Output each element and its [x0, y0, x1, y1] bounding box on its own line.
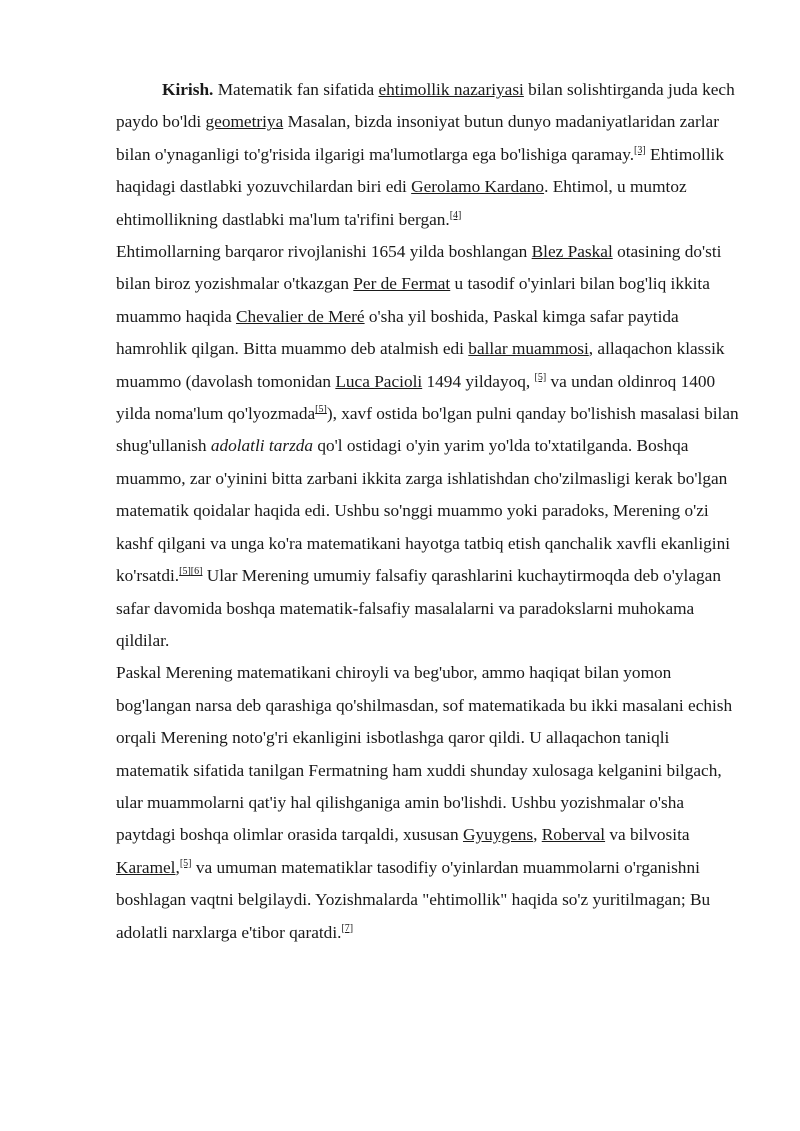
- text: o'sha yil boshida, Paskal kimga safar paytida hamrohlik qilgan. Bitta muammo deb atalmish edi: [116, 306, 679, 359]
- link-chevalier-de-mere[interactable]: Chevalier de Meré: [235, 306, 365, 326]
- link-roberval[interactable]: Roberval: [541, 825, 606, 845]
- text: Ehtimollarning barqaror rivojlanishi 1654 yilda boshlangan: [116, 242, 532, 262]
- link-gerolamo-kardano[interactable]: Gerolamo Kardano: [411, 177, 545, 197]
- footnote-ref[interactable]: [6]: [190, 566, 203, 578]
- paragraph-history: [116, 236, 746, 657]
- link-blez-paskal[interactable]: Blez Paskal: [531, 242, 613, 262]
- text: , allaqachon klassik muammo (davolash tomonidan: [116, 339, 725, 391]
- link-per-de-fermat[interactable]: Per de Fermat: [353, 274, 451, 294]
- italic-text: adolatli tarzda: [210, 436, 314, 456]
- text: ,: [175, 857, 180, 877]
- text: qo'l ostidagi o'yin yarim yo'lda to'xtatilganda. Boshqa muammo, zar o'yinini bitta zarbani ikkita zarga ishlatishdan cho'zilmasligi kerak bo'lgan matematik qoidalar haqida edi. Ushbu so'nggi muammo yoki paradoks, Merening o'zi kashf qilgani va unga ko'ra matematikani hayotga tatbiq etish qanchalik xavfli ekanligini ko'rsatdi.: [116, 436, 731, 586]
- text: Ehtimollik haqidagi dastlabki yozuvchilardan biri edi: [116, 144, 724, 197]
- text: va bilvosita: [605, 825, 690, 845]
- footnote-ref[interactable]: [5]: [315, 404, 327, 416]
- link-gyuygens[interactable]: Gyuygens: [462, 825, 534, 845]
- link-geometriya[interactable]: geometriya: [205, 112, 284, 132]
- paragraph-introduction: [116, 74, 746, 236]
- text: Masalan, bizda insoniyat butun dunyo madaniyatlaridan zarlar bilan o'ynaganligi to'g'risida ilgarigi ma'lumotlarga ega bo'lishiga qaramay.: [116, 112, 719, 164]
- footnote-ref[interactable]: [5]: [179, 566, 191, 578]
- footnote-ref[interactable]: [3]: [634, 144, 646, 156]
- link-luca-pacioli[interactable]: Luca Pacioli: [335, 371, 423, 391]
- section-heading: Kirish.: [162, 80, 214, 99]
- link-ballar-muammosi[interactable]: ballar muammosi: [468, 339, 589, 359]
- document-body: [116, 74, 746, 949]
- text: ), xavf ostida bo'lgan pulni qanday bo'lishish masalasi bilan shug'ullanish: [116, 404, 739, 456]
- link-karamel[interactable]: Karamel: [116, 857, 176, 877]
- footnote-ref[interactable]: [7]: [341, 922, 354, 934]
- text: va undan oldinroq 1400 yilda noma'lum qo'lyozmada: [116, 371, 716, 424]
- text: . Ehtimol, u mumtoz ehtimollikning dastlabki ma'lum ta'rifini bergan.: [116, 177, 687, 229]
- text: Matematik fan sifatida: [213, 80, 379, 99]
- text: 1494 yildayoq,: [422, 371, 535, 391]
- paragraph-correspondence: [116, 657, 746, 949]
- text: bilan solishtirganda juda kech paydo bo'ldi: [116, 80, 735, 132]
- footnote-ref[interactable]: [4]: [449, 209, 462, 221]
- text: otasining do'sti bilan biroz yozishmalar o'tkazgan: [116, 242, 722, 294]
- link-ehtimollik-nazariyasi[interactable]: ehtimollik nazariyasi: [378, 80, 524, 99]
- text: Ular Merening umumiy falsafiy qarashlarini kuchaytirmoqda deb o'ylagan safar davomida boshqa matematik-falsafiy masalalarni va paradokslarni muhokama qildilar.: [116, 566, 721, 650]
- text: va umuman matematiklar tasodifiy o'yinlardan muammolarni o'rganishni boshlagan vaqtni belgilaydi. Yozishmalarda "ehtimollik" haqida so'z yuritilmagan; Bu adolatli narxlarga e'tibor qaratdi.: [116, 857, 711, 942]
- footnote-ref[interactable]: [5]: [534, 371, 547, 383]
- text: Paskal Merening matematikani chiroyli va beg'ubor, ammo haqiqat bilan yomon bog'langan narsa deb qarashiga qo'shilmasdan, sof matematikada bu ikki masalani echish orqali Merening noto'g'ri ekanligini isbotlashga qaror qildi. U allaqachon taniqli matematik sifatida tanilgan Fermatning ham xuddi shunday xulosaga kelganini bilgach, ular muammolarni qat'iy hal qilishganiga amin bo'lishdi. Ushbu yozishmalar o'sha paytdagi boshqa olimlar orasida tarqaldi, xususan: [116, 663, 733, 845]
- footnote-ref[interactable]: [5]: [179, 857, 192, 869]
- text: ,: [533, 825, 542, 845]
- text: u tasodif o'yinlari bilan bog'liq ikkita muammo haqida: [116, 274, 710, 326]
